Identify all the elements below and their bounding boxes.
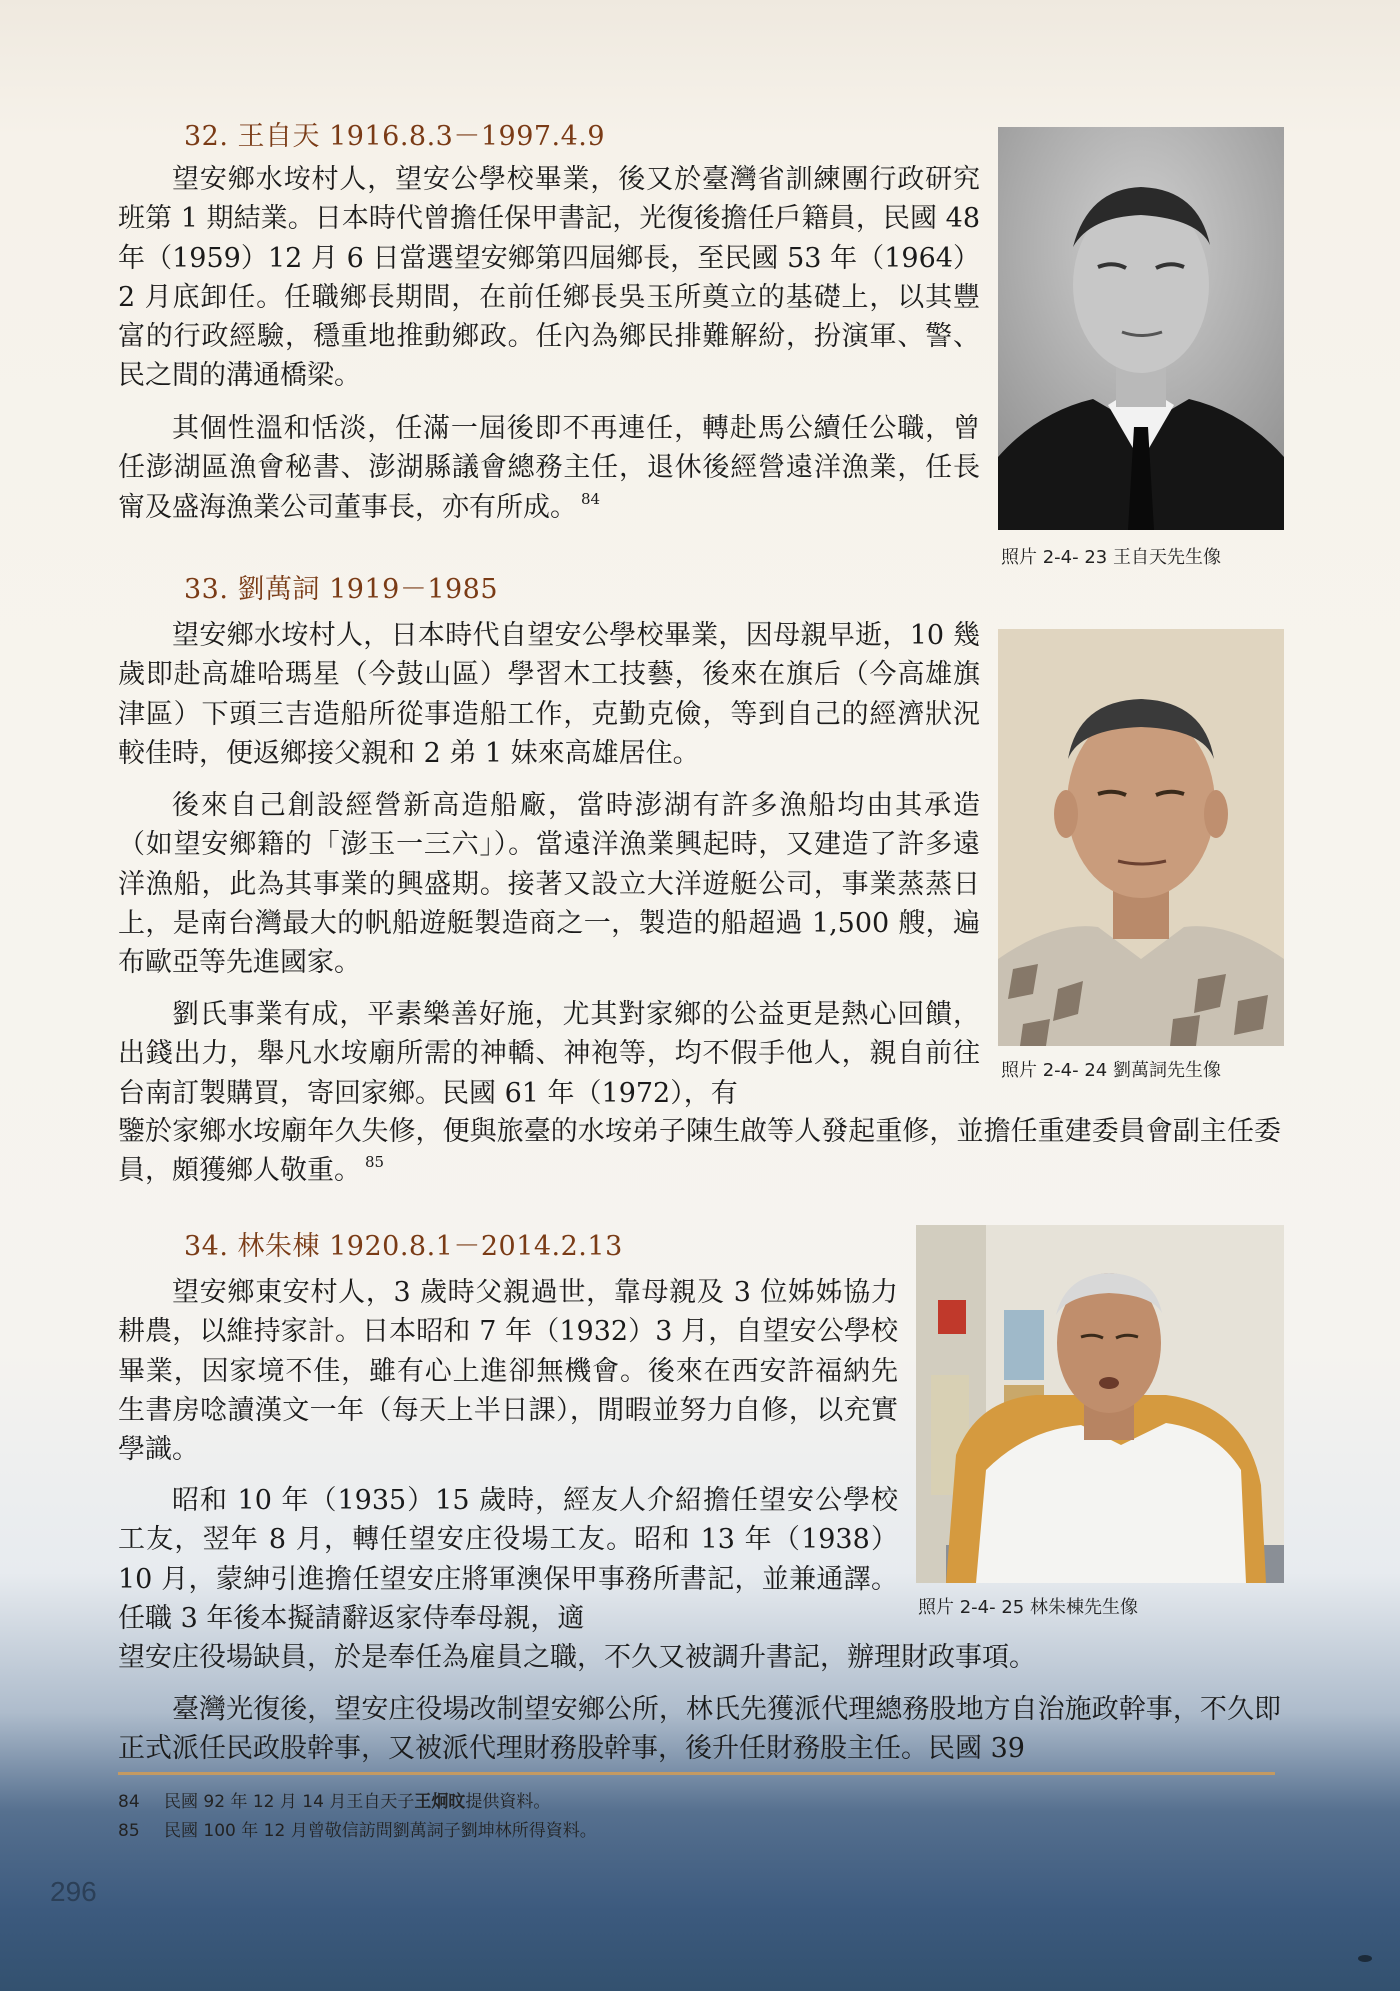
section-heading-33: 33. 劉萬詞 1919－1985	[184, 574, 499, 605]
paragraph: 望安鄉水垵村人，日本時代自望安公學校畢業，因母親早逝，10 幾歲即赴高雄哈瑪星（今鼓山區）學習木工技藝，後來在旗后（今高雄旗津區）下頭三吉造船所從事造船工作，克勤克儉，等到自己的經濟狀況較佳時，便返鄉接父親和 2 弟 1 妹來高雄居住。	[118, 620, 980, 769]
paragraph: 望安鄉東安村人，3 歲時父親過世，靠母親及 3 位姊姊協力耕農，以維持家計。日本昭和 7 年（1932）3 月，自望安公學校畢業，因家境不佳，雖有心上進卻無機會。後來在西安許福納先生書房唸讀漢文一年（每天上半日課），閒暇並努力自修，以充實學識。	[118, 1277, 898, 1466]
section-heading-34: 34. 林朱棟 1920.8.1－2014.2.13	[184, 1231, 623, 1262]
portrait-image	[916, 1225, 1284, 1583]
portrait-image	[998, 127, 1284, 530]
paragraph: 臺灣光復後，望安庄役場改制望安鄉公所，林氏先獲派代理總務股地方自治施政幹事，不久即正式派任民政股幹事，又被派代理財務股幹事，後升任財務股主任。民國 39	[118, 1694, 1281, 1765]
paragraph: 劉氏事業有成，平素樂善好施，尤其對家鄉的公益更是熱心回饋，出錢出力，舉凡水垵廟所需的神轎、神袍等，均不假手他人，親自前往台南訂製購買，寄回家鄉。民國 61 年（1972），有	[118, 999, 980, 1109]
paragraph: 後來自己創設經營新高造船廠，當時澎湖有許多漁船均由其承造（如望安鄉籍的「澎玉一三六」）。當遠洋漁業興起時，又建造了許多遠洋漁船，此為其事業的興盛期。接著又設立大洋遊艇公司，事業蒸蒸日上，是南台灣最大的帆船遊艇製造商之一，製造的船超過 1,500 艘，遍布歐亞等先進國家。	[118, 790, 980, 979]
portrait-lin-photo	[916, 1225, 1284, 1583]
paragraph: 鑒於家鄉水垵廟年久失修，便與旅臺的水垵弟子陳生啟等人發起重修，並擔任重建委員會副主任委員，頗獲鄉人敬重。 $^{85}$	[118, 1116, 1281, 1187]
footnote-ref: 85	[365, 1153, 385, 1172]
photo-caption: 照片 2-4- 24 劉萬詞先生像	[1001, 1060, 1221, 1081]
footnote-divider	[118, 1772, 1275, 1775]
footnote-ref: 84	[581, 489, 601, 508]
section-heading-32: 32. 王自天 1916.8.3－1997.4.9	[184, 121, 606, 152]
portrait-image	[998, 629, 1284, 1046]
footnote-85: 85 民國 100 年 12 月曾敬信訪問劉萬詞子劉坤林所得資料。	[118, 1821, 597, 1841]
paragraph: 其個性溫和恬淡，任滿一屆後即不再連任，轉赴馬公續任公職，曾任澎湖區漁會秘書、澎湖縣議會總務主任，退休後經營遠洋漁業，任長甯及盛海漁業公司董事長，亦有所成。 $^{84}$	[118, 413, 980, 523]
photo-caption: 照片 2-4- 25 林朱棟先生像	[918, 1597, 1138, 1618]
paragraph: 望安庄役場缺員，於是奉任為雇員之職，不久又被調升書記，辦理財政事項。	[118, 1642, 1036, 1673]
paragraph: 昭和 10 年（1935）15 歲時，經友人介紹擔任望安公學校工友，翌年 8 月，轉任望安庄役場工友。昭和 13 年（1938）10 月，蒙紳引進擔任望安庄將軍澳保甲事務所書記，並兼通譯。任職 3 年後本擬請辭返家侍奉母親，適	[118, 1485, 898, 1634]
portrait-wang-photo	[998, 127, 1284, 530]
page-number: 296	[50, 1876, 97, 1907]
paragraph: 望安鄉水垵村人，望安公學校畢業，後又於臺灣省訓練團行政研究班第 1 期結業。日本時代曾擔任保甲書記，光復後擔任戶籍員，民國 48 年（1959）12 月 6 日當選望安鄉第四屆鄉長，至民國 53 年（1964）2 月底卸任。任職鄉長期間，在前任鄉長吳玉所奠立的基礎上，以其豐富的行政經驗，穩重地推動鄉政。任內為鄉民排難解紛，扮演軍、警、民之間的溝通橋梁。	[118, 164, 980, 392]
footnote-84: 84 民國 92 年 12 月 14 月王自天子王炯旼提供資料。	[118, 1792, 551, 1812]
boat-shape	[1358, 1955, 1372, 1962]
portrait-liu-photo	[998, 629, 1284, 1046]
photo-caption: 照片 2-4- 23 王自天先生像	[1001, 547, 1221, 568]
